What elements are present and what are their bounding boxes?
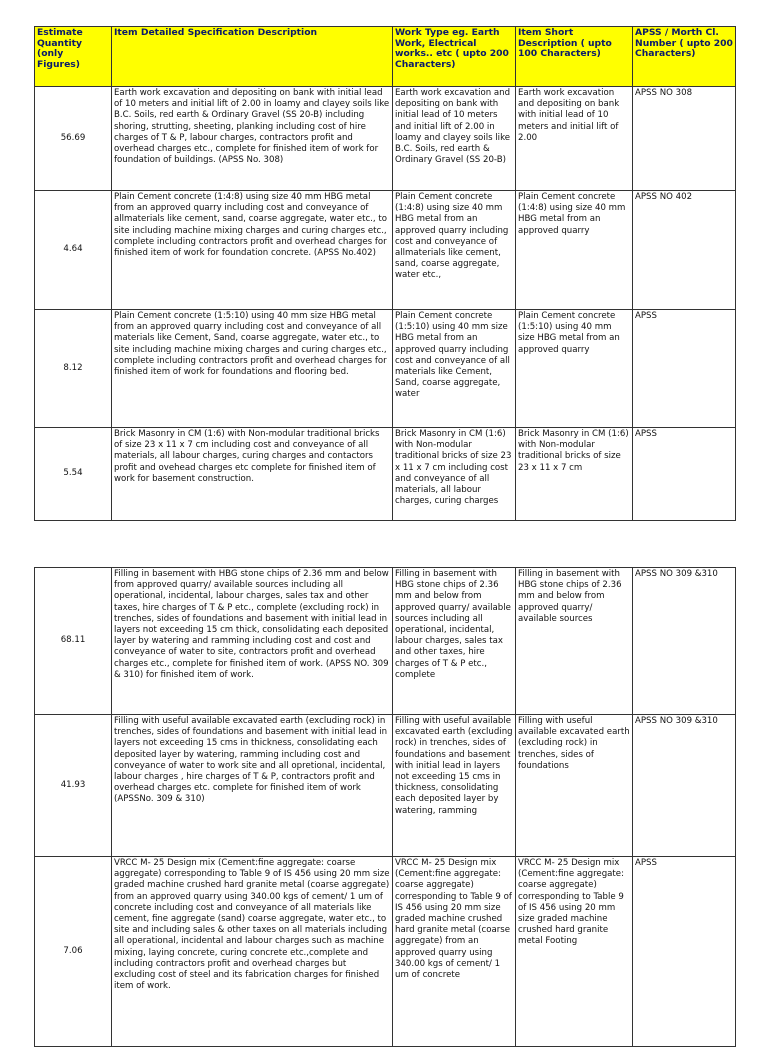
apss-number-cell: APSS <box>633 310 736 428</box>
header-specification: Item Detailed Specification Description <box>112 27 393 87</box>
specification-cell: Filling with useful available excavated earth (excluding rock) in trenches, sides of foundations and basement with initial lead in layers not exceeding 15 cms in thickness, consolidating each deposited layer by watering, ramming including cost and conveyance of water to work site and all opretional, incidental, labour charges , hire charges of T & P, contractors profit and overhead charges etc. complete for finished item of work (APSSNo. 309 & 310) <box>112 715 393 857</box>
specification-cell: Plain Cement concrete (1:4:8) using size 40 mm HBG metal from an approved quarry including cost and conveyance of allmaterials like cement, sand, coarse aggregate, water etc., to site including machine mixing charges and curing charges etc., complete including contractors profit and overhead charges for finished item of work for foundation concrete. (APSS No.402) <box>112 191 393 310</box>
apss-number-cell: APSS NO 402 <box>633 191 736 310</box>
specification-cell: Plain Cement concrete (1:5:10) using 40 mm size HBG metal from an approved quarry including cost and conveyance of all materials like Cement, Sand, coarse aggregate, water etc., to site including machine mixing charges and curing charges etc., complete including contractors profit and overhead charges for finished item of work for foundations and flooring bed. <box>112 310 393 428</box>
table-row <box>35 857 736 1047</box>
work-type-cell: Brick Masonry in CM (1:6) with Non-modular traditional bricks of size 23 x 11 x 7 cm including cost and conveyance of all materials, all labour charges, curing charges <box>393 428 516 521</box>
short-description-cell: Filling in basement with HBG stone chips of 2.36 mm and below from approved quarry/ available sources <box>516 568 633 715</box>
specification-cell: VRCC M- 25 Design mix (Cement:fine aggregate: coarse aggregate) corresponding to Table 9 of IS 456 using 20 mm size graded machine crushed hard granite metal (coarse aggregate) from an approved quarry using 340.00 kgs of cement/ 1 um of concrete including cost and conveyance of all materials like cement, fine aggregate (sand) coarse aggregate, water etc., to site and including sales & other taxes on all materials including all operational, incidental and labour charges such as machine mixing, laying concrete, curing concrete etc.,complete and including contractors profit and overhead charges but excluding cost of steel and its fabrication charges for finished item of work. <box>112 857 393 1047</box>
header-short-description: Item Short Description ( upto 100 Characters) <box>516 27 633 87</box>
quantity-cell: 8.12 <box>35 310 112 428</box>
estimate-table-bottom <box>34 567 736 1047</box>
short-description-cell: Plain Cement concrete (1:5:10) using 40 mm size HBG metal from an approved quarry <box>516 310 633 428</box>
quantity-cell: 41.93 <box>35 715 112 857</box>
short-description-cell: Earth work excavation and depositing on bank with initial lead of 10 meters and initial lift of 2.00 <box>516 87 633 191</box>
table-row <box>35 310 736 428</box>
quantity-cell: 68.11 <box>35 568 112 715</box>
table-row <box>35 428 736 521</box>
header-row <box>35 27 736 87</box>
short-description-cell: VRCC M- 25 Design mix (Cement:fine aggregate: coarse aggregate) corresponding to Table 9 of IS 456 using 20 mm size graded machine crushed hard granite metal Footing <box>516 857 633 1047</box>
header-quantity: Estimate Quantity (only Figures) <box>35 27 112 87</box>
table-row <box>35 191 736 310</box>
header-work-type: Work Type eg. Earth Work, Electrical works.. etc ( upto 200 Characters) <box>393 27 516 87</box>
table-row <box>35 715 736 857</box>
work-type-cell: Plain Cement concrete (1:5:10) using 40 mm size HBG metal from an approved quarry including cost and conveyance of all materials like Cement, Sand, coarse aggregate, water <box>393 310 516 428</box>
work-type-cell: Filling with useful available excavated earth (excluding rock) in trenches, sides of foundations and basement with initial lead in layers not exceeding 15 cms in thickness, consolidating each deposited layer by watering, ramming <box>393 715 516 857</box>
work-type-cell: Filling in basement with HBG stone chips of 2.36 mm and below from approved quarry/ available sources including all operational, incidental, labour charges, sales tax and other taxes, hire charges of T & P etc., complete <box>393 568 516 715</box>
apss-number-cell: APSS NO 308 <box>633 87 736 191</box>
short-description-cell: Brick Masonry in CM (1:6) with Non-modular traditional bricks of size 23 x 11 x 7 cm <box>516 428 633 521</box>
table-row <box>35 568 736 715</box>
header-apss-number: APSS / Morth Cl. Number ( upto 200 Characters) <box>633 27 736 87</box>
quantity-cell: 4.64 <box>35 191 112 310</box>
work-type-cell: Earth work excavation and depositing on bank with initial lead of 10 meters and initial lift of 2.00 in loamy and clayey soils like B.C. Soils, red earth & Ordinary Gravel (SS 20-B) <box>393 87 516 191</box>
short-description-cell: Plain Cement concrete (1:4:8) using size 40 mm HBG metal from an approved quarry <box>516 191 633 310</box>
apss-number-cell: APSS <box>633 857 736 1047</box>
work-type-cell: Plain Cement concrete (1:4:8) using size 40 mm HBG metal from an approved quarry including cost and conveyance of allmaterials like cement, sand, coarse aggregate, water etc., <box>393 191 516 310</box>
apss-number-cell: APSS <box>633 428 736 521</box>
specification-cell: Brick Masonry in CM (1:6) with Non-modular traditional bricks of size 23 x 11 x 7 cm including cost and conveyance of all materials, all labour charges, curing charges and contactors profit and ovehead charges etc complete for finished item of work for basement construction. <box>112 428 393 521</box>
quantity-cell: 5.54 <box>35 428 112 521</box>
table-row <box>35 87 736 191</box>
work-type-cell: VRCC M- 25 Design mix (Cement:fine aggregate: coarse aggregate) corresponding to Table 9 of IS 456 using 20 mm size graded machine crushed hard granite metal (coarse aggregate) from an approved quarry using 340.00 kgs of cement/ 1 um of concrete <box>393 857 516 1047</box>
specification-cell: Filling in basement with HBG stone chips of 2.36 mm and below from approved quarry/ available sources including all operational, incidental, labour charges, sales tax and other taxes, hire charges of T & P etc., complete (excluding rock) in trenches, sides of foundations and basement with initial lead in layers not exceeding 15 cm thick, consolidating each deposited layer by watering and ramming including cost and cost and conveyance of water to site, contractors profit and overhead charges etc., complete for finished item of work. (APSS NO. 309 & 310) for finished item of work. <box>112 568 393 715</box>
quantity-cell: 56.69 <box>35 87 112 191</box>
estimate-table-top <box>34 26 736 521</box>
apss-number-cell: APSS NO 309 &310 <box>633 715 736 857</box>
short-description-cell: Filling with useful available excavated earth (excluding rock) in trenches, sides of foundations <box>516 715 633 857</box>
specification-cell: Earth work excavation and depositing on bank with initial lead of 10 meters and initial lift of 2.00 in loamy and clayey soils like B.C. Soils, red earth & Ordinary Gravel (SS 20-B) including shoring, strutting, sheeting, planking including cost of hire charges of T & P, labour charges, contractors profit and overhead charges etc., complete for finished item of work for foundation of buildings. (APSS No. 308) <box>112 87 393 191</box>
quantity-cell: 7.06 <box>35 857 112 1047</box>
apss-number-cell: APSS NO 309 &310 <box>633 568 736 715</box>
